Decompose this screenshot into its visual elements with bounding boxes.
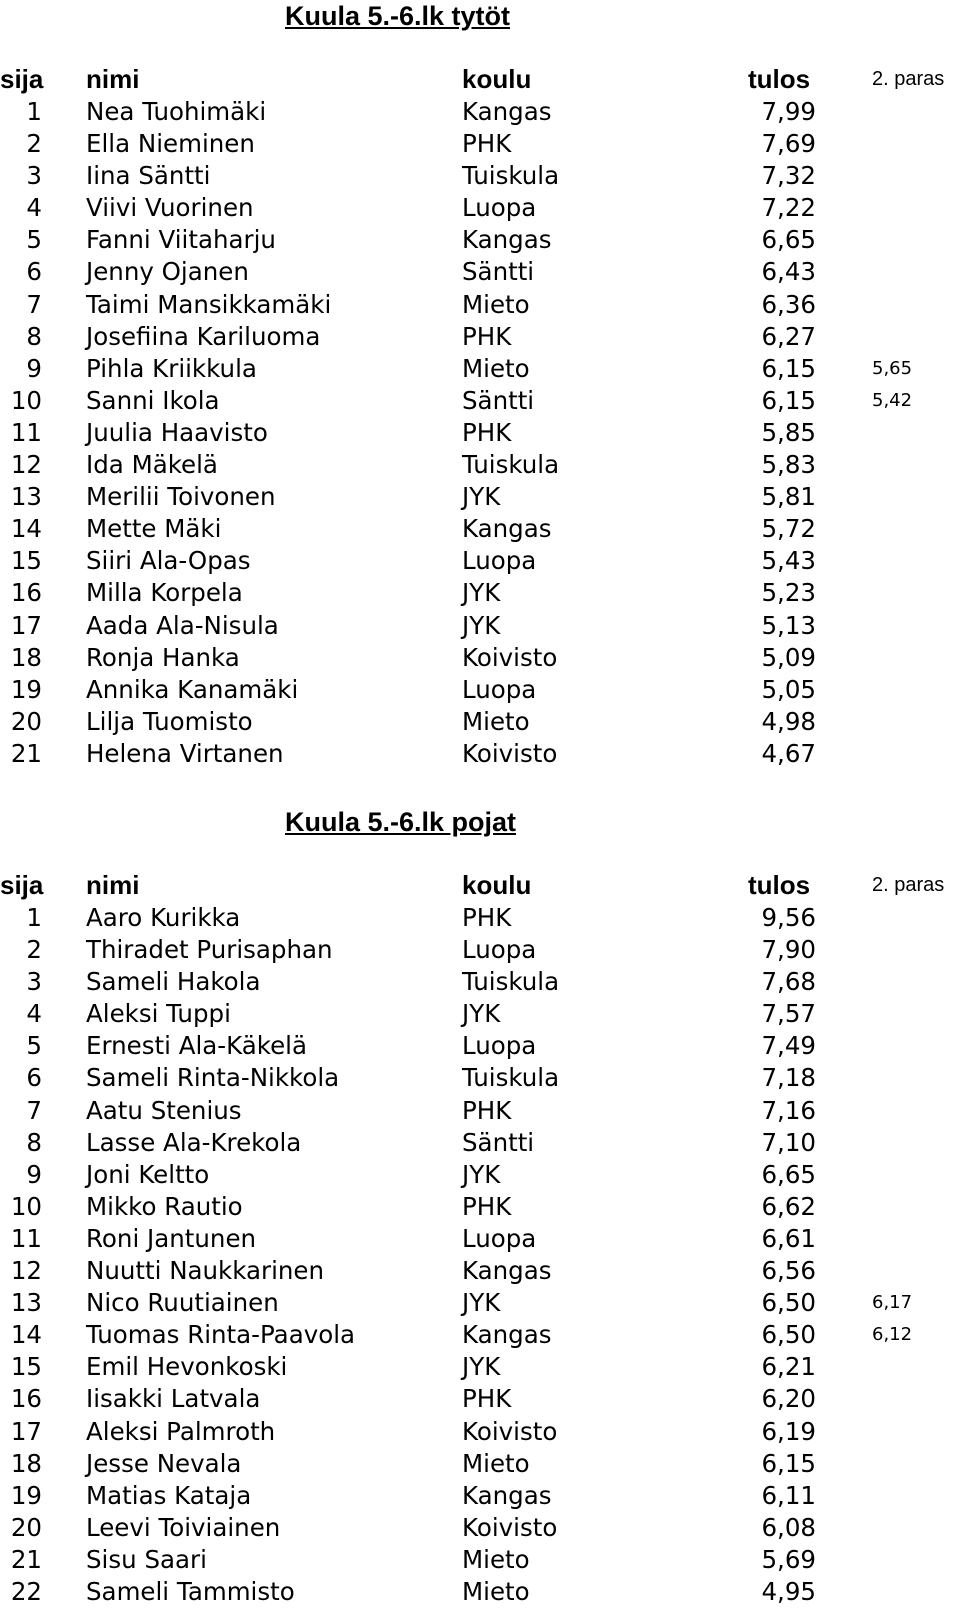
name-cell: Matias Kataja	[86, 1480, 252, 1510]
table-row	[0, 674, 960, 706]
table-row	[0, 321, 960, 353]
rank-cell: 11	[10, 417, 42, 447]
school-cell: PHK	[462, 903, 512, 932]
school-cell: JYK	[462, 1159, 501, 1189]
second-best-cell: 5,65	[872, 357, 913, 379]
rank-cell: 13	[10, 482, 42, 512]
school-cell: Tuiskula	[462, 161, 560, 191]
rank-cell: 1	[26, 97, 42, 126]
table-row	[0, 738, 960, 770]
result-cell: 6,19	[761, 1416, 816, 1446]
result-cell: 6,50	[761, 1320, 816, 1350]
name-cell: Sisu Saari	[86, 1544, 207, 1574]
name-cell: Sameli Tammisto	[86, 1576, 295, 1606]
table-row	[0, 385, 960, 417]
school-cell: Säntti	[462, 385, 535, 415]
result-cell: 4,98	[761, 706, 816, 736]
second-best-cell: 5,42	[872, 389, 913, 411]
name-cell: Mette Mäki	[86, 514, 222, 544]
table-row	[0, 998, 960, 1030]
school-cell: Luopa	[462, 935, 537, 965]
result-cell: 7,22	[761, 193, 816, 223]
rank-cell: 19	[10, 674, 42, 704]
name-cell: Viivi Vuorinen	[86, 193, 254, 223]
school-cell: Luopa	[462, 1223, 537, 1253]
school-cell: Säntti	[462, 1127, 535, 1157]
rank-cell: 17	[10, 1416, 42, 1446]
rank-cell: 4	[26, 193, 42, 223]
section-title: Kuula 5.-6.lk pojat	[285, 807, 517, 837]
rank-cell: 18	[10, 1448, 42, 1478]
column-header-tulos: tulos	[748, 64, 811, 94]
name-cell: Annika Kanamäki	[86, 674, 299, 704]
table-row	[0, 224, 960, 256]
name-cell: Lasse Ala-Krekola	[86, 1127, 302, 1157]
result-cell: 6,65	[761, 225, 816, 255]
rank-cell: 15	[10, 1352, 42, 1382]
table-row	[0, 192, 960, 224]
school-cell: JYK	[462, 1352, 501, 1382]
name-cell: Taimi Mansikkamäki	[86, 289, 332, 319]
name-cell: Josefiina Kariluoma	[86, 321, 321, 351]
table-row	[0, 1480, 960, 1512]
result-cell: 7,90	[761, 935, 816, 965]
result-cell: 7,10	[761, 1127, 816, 1157]
table-row	[0, 481, 960, 513]
school-cell: Tuiskula	[462, 1063, 560, 1093]
name-cell: Ernesti Ala-Käkelä	[86, 1031, 307, 1061]
result-cell: 7,18	[761, 1063, 816, 1093]
result-cell: 6,61	[761, 1223, 816, 1253]
name-cell: Aatu Stenius	[86, 1095, 242, 1125]
name-cell: Iina Säntti	[86, 161, 211, 191]
result-cell: 5,81	[761, 482, 816, 512]
name-cell: Milla Korpela	[86, 578, 243, 608]
school-cell: Luopa	[462, 193, 537, 223]
rank-cell: 8	[26, 321, 42, 351]
result-cell: 7,99	[761, 97, 816, 126]
rank-cell: 18	[10, 642, 42, 672]
result-cell: 7,16	[761, 1095, 816, 1125]
school-cell: Mieto	[462, 289, 530, 319]
result-cell: 5,72	[761, 514, 816, 544]
name-cell: Ida Mäkelä	[86, 450, 218, 480]
table-row	[0, 417, 960, 449]
rank-cell: 6	[26, 257, 42, 287]
table-row	[0, 642, 960, 674]
rank-cell: 2	[26, 129, 42, 159]
rank-cell: 3	[26, 967, 42, 997]
name-cell: Ella Nieminen	[86, 129, 255, 159]
table-row	[0, 353, 960, 385]
table-row	[0, 1159, 960, 1191]
rank-cell: 14	[10, 1320, 42, 1350]
section-title: Kuula 5.-6.lk tytöt	[285, 1, 511, 31]
name-cell: Ronja Hanka	[86, 642, 240, 672]
table-row	[0, 1062, 960, 1094]
table-row	[0, 1287, 960, 1319]
school-cell: Säntti	[462, 257, 535, 287]
school-cell: PHK	[462, 417, 512, 447]
name-cell: Jesse Nevala	[86, 1448, 242, 1478]
school-cell: Mieto	[462, 706, 530, 736]
rank-cell: 16	[10, 578, 42, 608]
column-header-nimi: nimi	[86, 64, 140, 94]
column-header-sija: sija	[0, 64, 44, 94]
school-cell: Kangas	[462, 1480, 552, 1510]
rank-cell: 6	[26, 1063, 42, 1093]
table-row	[0, 1191, 960, 1223]
name-cell: Pihla Kriikkula	[86, 353, 257, 383]
name-cell: Sameli Hakola	[86, 967, 261, 997]
name-cell: Aaro Kurikka	[86, 903, 241, 932]
table-row	[0, 706, 960, 738]
rank-cell: 9	[26, 1159, 42, 1189]
result-cell: 6,27	[761, 321, 816, 351]
result-cell: 7,49	[761, 1031, 816, 1061]
table-row	[0, 902, 960, 934]
table-row	[0, 256, 960, 288]
result-cell: 6,36	[761, 289, 816, 319]
rank-cell: 8	[26, 1127, 42, 1157]
name-cell: Iisakki Latvala	[86, 1384, 261, 1414]
result-cell: 6,62	[761, 1191, 816, 1221]
rank-cell: 21	[10, 1544, 42, 1574]
name-cell: Nea Tuohimäki	[86, 97, 267, 126]
column-header-sija: sija	[0, 870, 44, 900]
table-row	[0, 96, 960, 128]
table-row	[0, 513, 960, 545]
rank-cell: 12	[10, 1256, 42, 1286]
table-row	[0, 1223, 960, 1255]
name-cell: Thiradet Purisaphan	[86, 935, 333, 965]
result-cell: 5,43	[761, 546, 816, 576]
column-header-second-best: 2. paras	[872, 874, 945, 896]
column-header-second-best: 2. paras	[872, 68, 945, 90]
result-cell: 6,21	[761, 1352, 816, 1382]
school-cell: PHK	[462, 1095, 512, 1125]
table-row	[0, 1255, 960, 1287]
rank-cell: 22	[10, 1576, 42, 1606]
name-cell: Aleksi Tuppi	[86, 999, 231, 1029]
school-cell: Koivisto	[462, 642, 558, 672]
result-cell: 5,69	[761, 1544, 816, 1574]
result-cell: 6,56	[761, 1256, 816, 1286]
name-cell: Roni Jantunen	[86, 1223, 257, 1253]
rank-cell: 4	[26, 999, 42, 1029]
school-cell: Luopa	[462, 674, 537, 704]
name-cell: Lilja Tuomisto	[86, 706, 253, 736]
name-cell: Juulia Haavisto	[86, 417, 268, 447]
school-cell: JYK	[462, 578, 501, 608]
result-cell: 5,83	[761, 450, 816, 480]
rank-cell: 5	[26, 225, 42, 255]
rank-cell: 13	[10, 1288, 42, 1318]
column-header-koulu: koulu	[462, 64, 532, 94]
name-cell: Fanni Viitaharju	[86, 225, 276, 255]
table-row	[0, 1030, 960, 1062]
column-header-nimi: nimi	[86, 870, 140, 900]
rank-cell: 7	[26, 289, 42, 319]
table-row	[0, 160, 960, 192]
school-cell: Mieto	[462, 1576, 530, 1606]
result-cell: 7,69	[761, 129, 816, 159]
rank-cell: 21	[10, 738, 42, 768]
name-cell: Nuutti Naukkarinen	[86, 1256, 325, 1286]
result-cell: 7,32	[761, 161, 816, 191]
result-cell: 5,09	[761, 642, 816, 672]
school-cell: Luopa	[462, 1031, 537, 1061]
result-cell: 7,68	[761, 967, 816, 997]
result-cell: 5,05	[761, 674, 816, 704]
school-cell: JYK	[462, 1288, 501, 1318]
table-row	[0, 1576, 960, 1608]
table-row	[0, 577, 960, 609]
rank-cell: 12	[10, 450, 42, 480]
name-cell: Jenny Ojanen	[86, 257, 249, 287]
school-cell: JYK	[462, 999, 501, 1029]
name-cell: Merilii Toivonen	[86, 482, 276, 512]
result-cell: 5,23	[761, 578, 816, 608]
table-row	[0, 289, 960, 321]
rank-cell: 15	[10, 546, 42, 576]
results-list	[0, 96, 960, 770]
school-cell: Tuiskula	[462, 967, 560, 997]
school-cell: Koivisto	[462, 738, 558, 768]
school-cell: JYK	[462, 482, 501, 512]
table-row	[0, 1319, 960, 1351]
table-row	[0, 1383, 960, 1415]
school-cell: Mieto	[462, 1448, 530, 1478]
result-cell: 7,57	[761, 999, 816, 1029]
school-cell: Koivisto	[462, 1416, 558, 1446]
rank-cell: 14	[10, 514, 42, 544]
rank-cell: 3	[26, 161, 42, 191]
name-cell: Nico Ruutiainen	[86, 1288, 279, 1318]
table-row	[0, 610, 960, 642]
column-header-row	[0, 868, 960, 902]
school-cell: Kangas	[462, 1320, 552, 1350]
name-cell: Sanni Ikola	[86, 385, 220, 415]
school-cell: Mieto	[462, 1544, 530, 1574]
second-best-cell: 6,12	[872, 1324, 913, 1346]
table-row	[0, 1351, 960, 1383]
name-cell: Siiri Ala-Opas	[86, 546, 251, 576]
rank-cell: 2	[26, 935, 42, 965]
name-cell: Mikko Rautio	[86, 1191, 243, 1221]
rank-cell: 7	[26, 1095, 42, 1125]
school-cell: JYK	[462, 610, 501, 640]
result-cell: 4,67	[761, 738, 816, 768]
results-list	[0, 902, 960, 1608]
result-cell: 6,65	[761, 1159, 816, 1189]
table-row	[0, 449, 960, 481]
table-row	[0, 1127, 960, 1159]
column-header-row	[0, 62, 960, 96]
table-row	[0, 934, 960, 966]
name-cell: Joni Keltto	[86, 1159, 210, 1189]
table-row	[0, 545, 960, 577]
result-cell: 6,20	[761, 1384, 816, 1414]
column-header-koulu: koulu	[462, 870, 532, 900]
name-cell: Emil Hevonkoski	[86, 1352, 288, 1382]
school-cell: Kangas	[462, 1256, 552, 1286]
table-row	[0, 1544, 960, 1576]
result-cell: 6,15	[761, 385, 816, 415]
rank-cell: 20	[10, 1512, 42, 1542]
table-row	[0, 1512, 960, 1544]
school-cell: Kangas	[462, 97, 552, 126]
table-row	[0, 128, 960, 160]
name-cell: Leevi Toiviainen	[86, 1512, 281, 1542]
name-cell: Tuomas Rinta-Paavola	[86, 1320, 356, 1350]
rank-cell: 1	[26, 903, 42, 932]
result-cell: 4,95	[761, 1576, 816, 1606]
result-cell: 6,08	[761, 1512, 816, 1542]
table-row	[0, 966, 960, 998]
result-cell: 6,50	[761, 1288, 816, 1318]
school-cell: Tuiskula	[462, 450, 560, 480]
school-cell: Luopa	[462, 546, 537, 576]
column-header-tulos: tulos	[748, 870, 811, 900]
result-cell: 9,56	[761, 903, 816, 932]
rank-cell: 19	[10, 1480, 42, 1510]
result-cell: 5,85	[761, 417, 816, 447]
rank-cell: 16	[10, 1384, 42, 1414]
result-cell: 6,15	[761, 1448, 816, 1478]
rank-cell: 10	[10, 385, 42, 415]
name-cell: Aleksi Palmroth	[86, 1416, 276, 1446]
rank-cell: 5	[26, 1031, 42, 1061]
school-cell: Koivisto	[462, 1512, 558, 1542]
rank-cell: 9	[26, 353, 42, 383]
rank-cell: 20	[10, 706, 42, 736]
name-cell: Aada Ala-Nisula	[86, 610, 279, 640]
result-cell: 6,15	[761, 353, 816, 383]
table-row	[0, 1448, 960, 1480]
school-cell: PHK	[462, 129, 512, 159]
school-cell: Mieto	[462, 353, 530, 383]
second-best-cell: 6,17	[872, 1292, 913, 1314]
rank-cell: 10	[10, 1191, 42, 1221]
name-cell: Helena Virtanen	[86, 738, 284, 768]
table-row	[0, 1416, 960, 1448]
table-row	[0, 1095, 960, 1127]
school-cell: PHK	[462, 321, 512, 351]
school-cell: Kangas	[462, 514, 552, 544]
school-cell: PHK	[462, 1191, 512, 1221]
result-cell: 6,11	[761, 1480, 816, 1510]
result-cell: 6,43	[761, 257, 816, 287]
name-cell: Sameli Rinta-Nikkola	[86, 1063, 340, 1093]
school-cell: Kangas	[462, 225, 552, 255]
rank-cell: 11	[10, 1223, 42, 1253]
rank-cell: 17	[10, 610, 42, 640]
school-cell: PHK	[462, 1384, 512, 1414]
result-cell: 5,13	[761, 610, 816, 640]
